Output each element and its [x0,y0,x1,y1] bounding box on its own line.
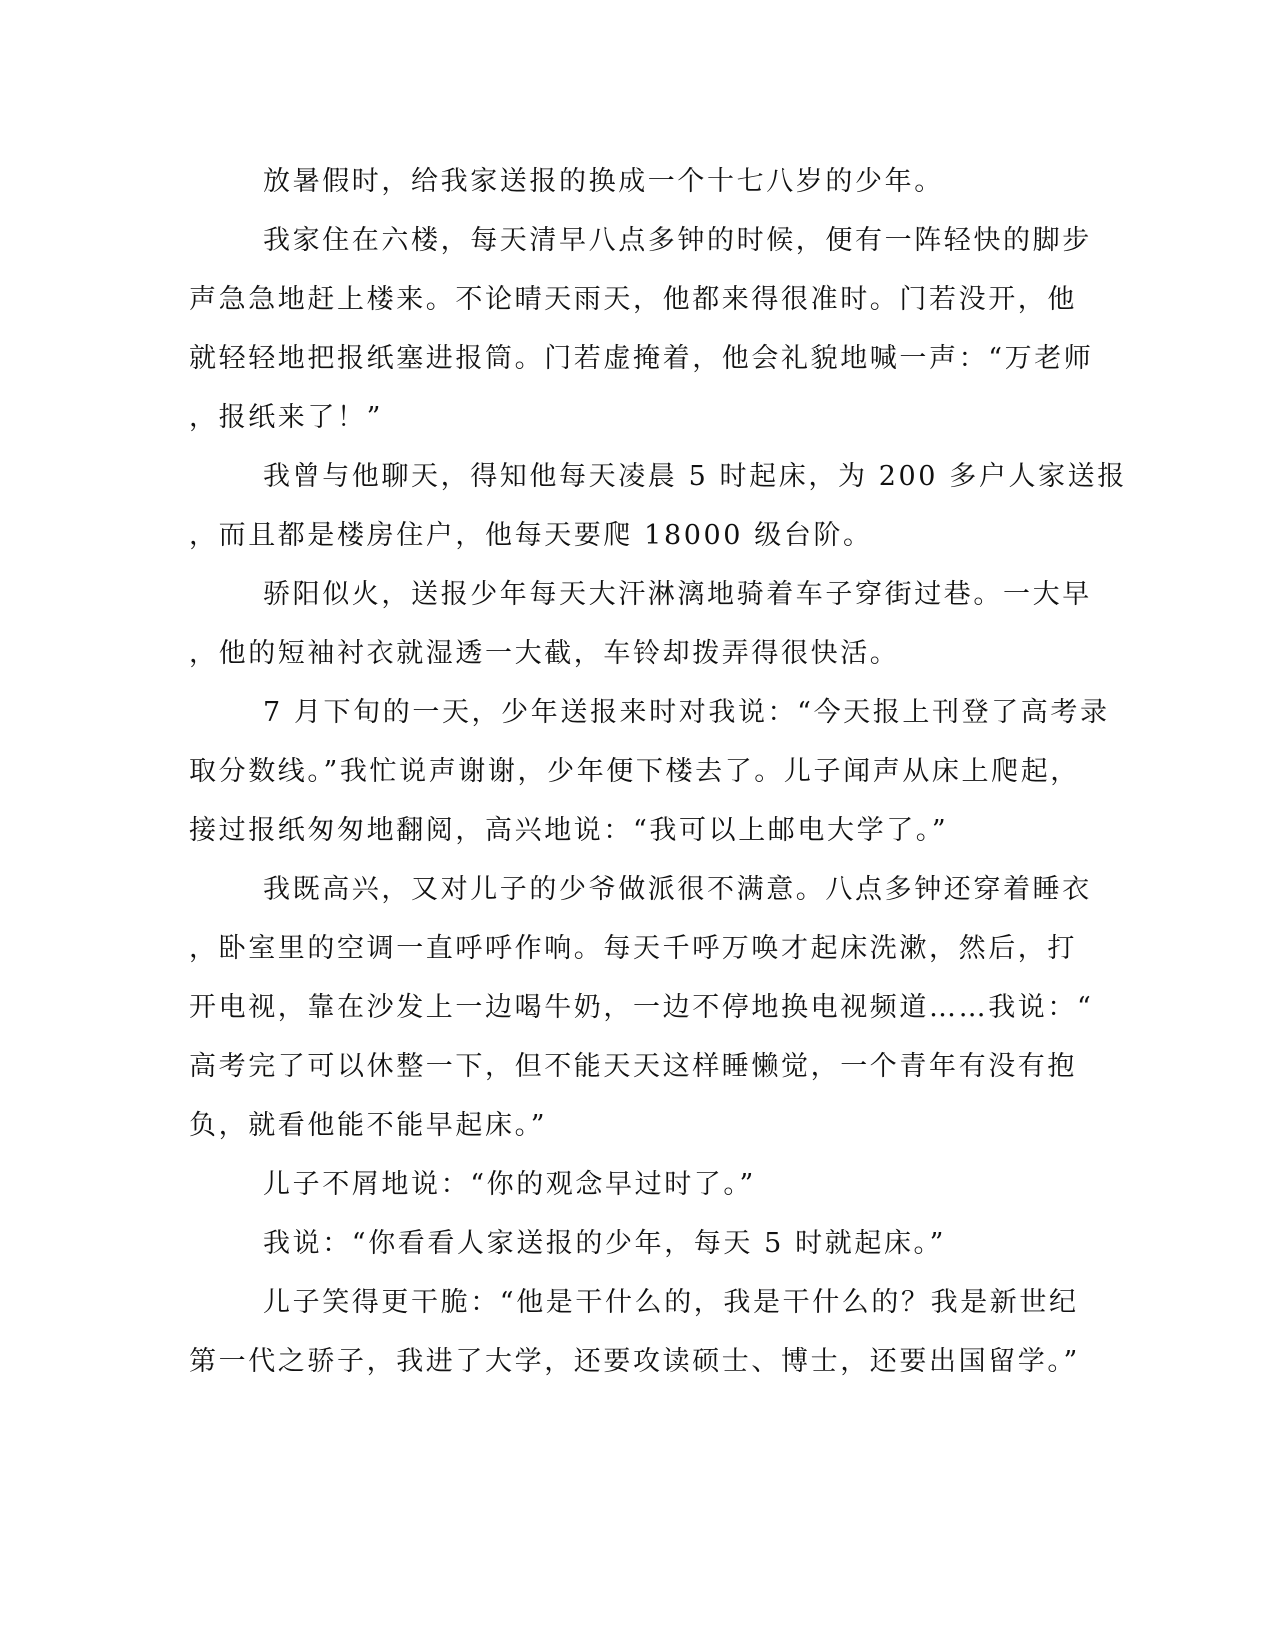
paragraph-2-line-1: 我家住在六楼，每天清早八点多钟的时候，便有一阵轻快的脚步 [263,225,1092,256]
paragraph-2-line-3: 就轻轻地把报纸塞进报筒。门若虚掩着，他会礼貌地喊一声：“万老师 [189,343,1094,374]
paragraph-3-line-2: ，而且都是楼房住户，他每天要爬 18000 级台阶。 [189,520,873,551]
paragraph-1-line-1: 放暑假时，给我家送报的换成一个十七八岁的少年。 [263,166,944,197]
paragraph-5-line-2: 取分数线。”我忙说声谢谢，少年便下楼去了。儿子闻声从床上爬起， [189,756,1080,787]
paragraph-5-line-3: 接过报纸匆匆地翻阅，高兴地说：“我可以上邮电大学了。” [189,815,949,846]
paragraph-6-line-5: 负，就看他能不能早起床。” [189,1110,548,1141]
paragraph-6-line-1: 我既高兴，又对儿子的少爷做派很不满意。八点多钟还穿着睡衣 [263,874,1092,905]
paragraph-3-line-1: 我曾与他聊天，得知他每天凌晨 5 时起床，为 200 多户人家送报 [263,461,1127,492]
paragraph-4-line-1: 骄阳似火，送报少年每天大汗淋漓地骑着车子穿街过巷。一大早 [263,579,1092,610]
paragraph-9-line-2: 第一代之骄子，我进了大学，还要攻读硕士、博士，还要出国留学。” [189,1346,1080,1377]
paragraph-2-line-4: ，报纸来了！” [189,402,384,433]
paragraph-7-line-1: 儿子不屑地说：“你的观念早过时了。” [263,1169,756,1200]
paragraph-8-line-1: 我说：“你看看人家送报的少年，每天 5 时就起床。” [263,1228,947,1259]
paragraph-6-line-4: 高考完了可以休整一下，但不能天天这样睡懒觉，一个青年有没有抱 [189,1051,1077,1082]
paragraph-9-line-1: 儿子笑得更干脆：“他是干什么的，我是干什么的？我是新世纪 [263,1287,1079,1318]
paragraph-5-line-1: 7 月下旬的一天，少年送报来时对我说：“今天报上刊登了高考录 [263,697,1110,728]
paragraph-2-line-2: 声急急地赶上楼来。不论晴天雨天，他都来得很准时。门若没开，他 [189,284,1077,315]
paragraph-4-line-2: ，他的短袖衬衣就湿透一大截，车铃却拨弄得很快活。 [189,638,900,669]
paragraph-6-line-2: ，卧室里的空调一直呼呼作响。每天千呼万唤才起床洗漱，然后，打 [189,933,1077,964]
paragraph-6-line-3: 开电视，靠在沙发上一边喝牛奶，一边不停地换电视频道……我说：“ [189,992,1094,1023]
